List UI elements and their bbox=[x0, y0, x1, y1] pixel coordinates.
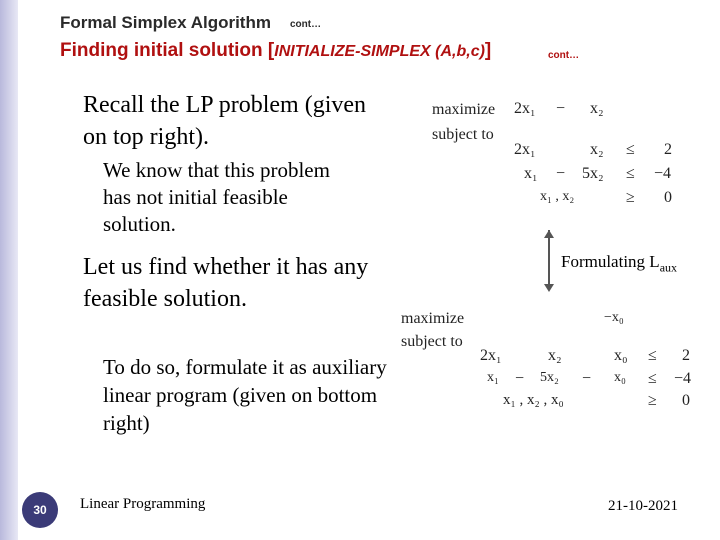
lp-bottom-cell: x₀ bbox=[614, 347, 628, 364]
footer-course: Linear Programming bbox=[80, 496, 206, 512]
lp-top-obj-op: − bbox=[556, 100, 566, 117]
lp-bottom-cell: x₀ bbox=[614, 370, 626, 385]
bullet-4: To do so, formulate it as auxiliary linear program (given on bottom right) bbox=[103, 355, 387, 435]
lp-bottom-cell: ≤ bbox=[648, 370, 657, 387]
lp-top-cell: x₁ bbox=[524, 165, 538, 182]
lp-top-cell: 2x₁ bbox=[514, 141, 536, 158]
lp-bottom-cell: − bbox=[582, 370, 592, 387]
lp-bottom-cell: −4 bbox=[674, 370, 692, 387]
lp-bottom-cell: 2 bbox=[682, 347, 690, 364]
lp-top-cell: −4 bbox=[654, 165, 672, 182]
footer-date: 21-10-2021 bbox=[608, 498, 678, 514]
lp-bottom-cell: 0 bbox=[682, 392, 690, 409]
lp-bottom-subject-to: subject to bbox=[401, 333, 463, 350]
lp-top-cell: ≤ bbox=[626, 165, 635, 182]
lp-top-cell: − bbox=[556, 165, 566, 182]
lp-top-cell: 5x₂ bbox=[582, 165, 604, 182]
lp-top-cell: 0 bbox=[664, 189, 672, 206]
lp-top-cell: x₂ bbox=[590, 141, 604, 158]
lp-top-cell: ≤ bbox=[626, 141, 635, 158]
lp-top-subject-to: subject to bbox=[432, 126, 494, 143]
slide-title: Formal Simplex Algorithm bbox=[60, 13, 271, 32]
lp-bottom-cell: x₂ bbox=[548, 347, 562, 364]
bullet-1: Recall the LP problem (given on top right). bbox=[83, 92, 367, 150]
lp-bottom-cell: − bbox=[515, 370, 525, 387]
lp-bottom-cell: x₁ bbox=[487, 370, 499, 385]
formulating-label: Formulating $L_{aux}$ bbox=[561, 252, 678, 275]
bullet-2: We know that this problem has not initial feasible solution. bbox=[103, 158, 330, 236]
lp-bottom-cell: 5x₂ bbox=[540, 370, 559, 385]
lp-top-obj-term: 2x₁ bbox=[514, 100, 536, 117]
lp-top-maximize: maximize bbox=[432, 101, 496, 118]
lp-bottom-cell: ≤ bbox=[648, 347, 657, 364]
bullet-3: Let us find whether it has any feasible solution. bbox=[83, 254, 369, 312]
left-accent-bar bbox=[0, 0, 18, 540]
lp-top-cell: 2 bbox=[664, 141, 672, 158]
double-arrow-icon bbox=[548, 230, 550, 290]
lp-top-obj-term: x₂ bbox=[590, 100, 604, 117]
lp-bottom-cell: ≥ bbox=[648, 392, 657, 409]
lp-bottom-obj: −x₀ bbox=[604, 310, 624, 325]
subtitle-cont-label: cont… bbox=[548, 50, 580, 61]
lp-bottom-cell: 2x₁ bbox=[480, 347, 502, 364]
lp-bottom-cell: x₁ , x₂ , x₀ bbox=[503, 392, 564, 408]
lp-top-cell: ≥ bbox=[626, 189, 635, 206]
title-cont-label: cont… bbox=[290, 19, 322, 30]
lp-top-cell: x₁ , x₂ bbox=[540, 189, 575, 204]
page-number-badge: 30 bbox=[22, 492, 58, 528]
lp-bottom-maximize: maximize bbox=[401, 310, 465, 327]
slide-subtitle: Finding initial solution [INITIALIZE-SIMPLEX (A,b,c)] bbox=[60, 40, 492, 61]
